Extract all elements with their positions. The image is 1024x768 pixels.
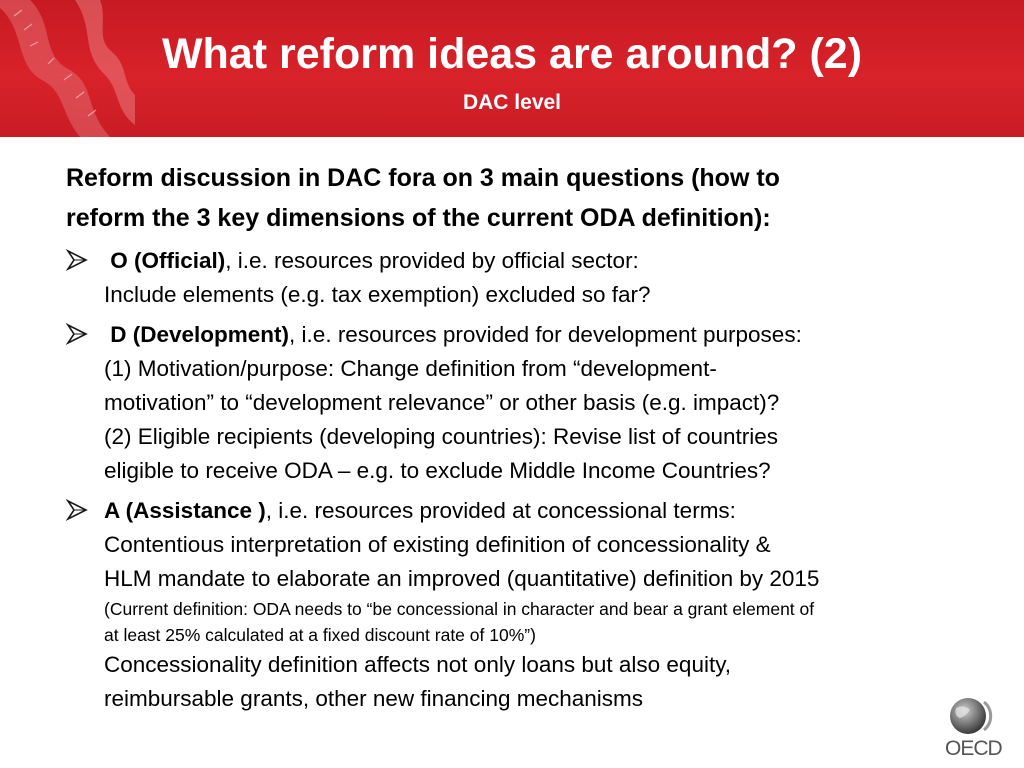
bullet-term: A (Assistance )	[104, 498, 266, 523]
arrow-bullet-icon	[66, 499, 88, 521]
definition-note: (Current definition: ODA needs to “be concessional in character and bear a grant element of	[104, 599, 815, 619]
page-title: What reform ideas are around? (2)	[161, 30, 863, 78]
bullet-term: O (Official)	[110, 248, 226, 273]
definition-note: at least 25% calculated at a fixed discount rate of 10%”)	[104, 625, 536, 645]
bullet-text: , i.e. resources provided at concessional terms:	[265, 498, 736, 523]
bullet-line: eligible to receive ODA – e.g. to exclude Middle Income Countries?	[104, 458, 771, 483]
arrow-bullet-icon	[66, 249, 88, 271]
arrow-bullet-icon	[66, 323, 88, 345]
bullet-official	[66, 244, 971, 312]
title-banner	[0, 0, 1024, 137]
bullet-text: , i.e. resources provided by official sector:	[225, 248, 639, 273]
bullet-line: HLM mandate to elaborate an improved (quantitative) definition by 2015	[104, 566, 820, 591]
lead-paragraph	[66, 158, 971, 238]
oecd-logo-text: OECD	[945, 737, 1002, 760]
lead-line: Reform discussion in DAC fora on 3 main questions (how to	[66, 164, 780, 192]
page-subtitle: DAC level	[462, 91, 562, 114]
bullet-text: , i.e. resources provided for development purposes:	[289, 322, 802, 347]
bullet-term: D (Development)	[110, 322, 290, 347]
bullet-line: (2) Eligible recipients (developing countries): Revise list of countries	[104, 424, 779, 449]
bullet-development	[66, 318, 971, 488]
bullet-line: motivation” to “development relevance” or other basis (e.g. impact)?	[104, 390, 780, 415]
bullet-line: Concessionality definition affects not only loans but also equity,	[104, 652, 732, 677]
bullet-assistance	[66, 494, 971, 716]
slide-body	[66, 158, 971, 722]
bullet-line: Contentious interpretation of existing definition of concessionality &	[104, 532, 771, 557]
bullet-line: Include elements (e.g. tax exemption) excluded so far?	[104, 282, 651, 307]
bullet-line: (1) Motivation/purpose: Change definition from “development-	[104, 356, 717, 381]
bullet-line: reimbursable grants, other new financing mechanisms	[104, 686, 644, 711]
lead-line: reform the 3 key dimensions of the current ODA definition):	[66, 204, 771, 232]
